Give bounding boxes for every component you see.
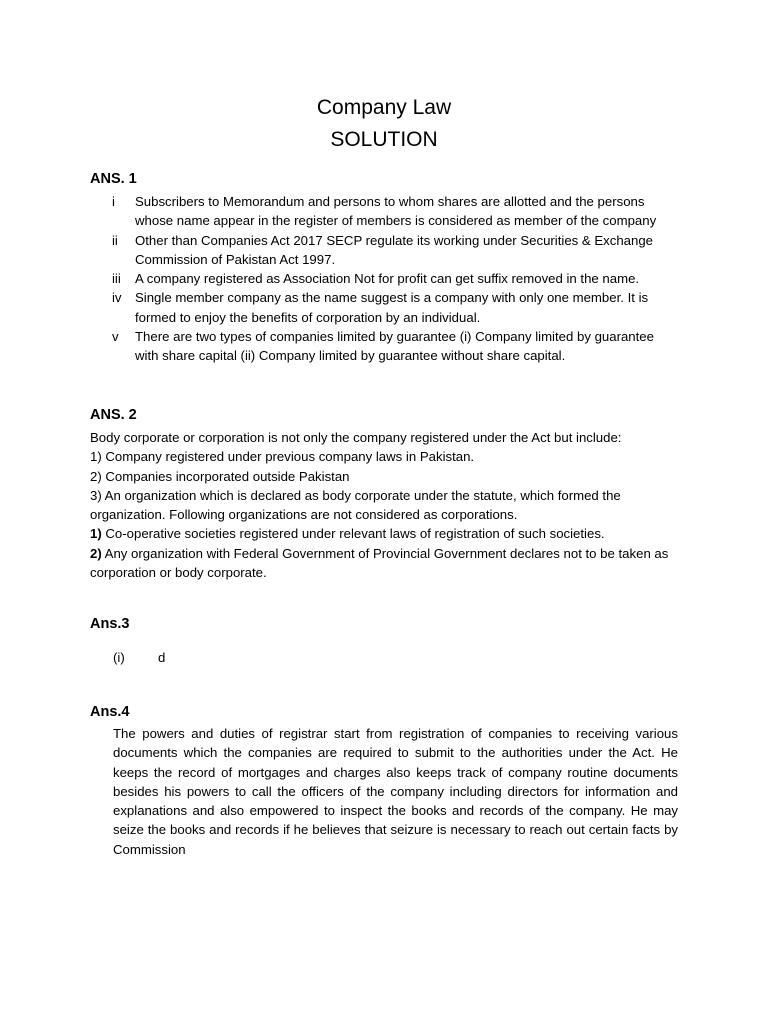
list-item-text: Subscribers to Memorandum and persons to whom shares are allotted and the persons whose name appear in the register of members is considered as member of the company (135, 194, 657, 229)
ans3-item-answer: d (158, 650, 166, 665)
doc-title: Company Law (316, 96, 452, 119)
ans4-heading: Ans.4 (90, 704, 130, 720)
list-item (90, 192, 680, 231)
ans3-heading: Ans.3 (90, 616, 130, 632)
list-item-number: iii (112, 271, 121, 287)
ans2-intro: Body corporate or corporation is not only the company registered under the Act but include: (90, 430, 622, 445)
list-item (90, 231, 680, 270)
list-item-number: v (112, 329, 119, 345)
ans2-exclusion-1-text: Co-operative societies registered under relevant laws of registration of such societies. (101, 526, 605, 542)
ans2-body (90, 428, 680, 582)
ans2-exclusion-2 (90, 544, 680, 583)
ans4-paragraph: The powers and duties of registrar start from registration of companies to receiving various documents which the companies are required to submit to the authorities under the Act. He keeps the record of mortgages and charges also keeps track of company routine documents besides his powers to call the officers of the company including directors for information and explanations and also empowered to inspect the books and records of the company. He may seize the books and records if he believes that seizure is necessary to reach out certain facts by Commission (113, 726, 678, 857)
list-item (90, 327, 680, 366)
list-item-text: There are two types of companies limited by guarantee (i) Company limited by guarantee with share capital (ii) Company limited by guarantee without share capital. (135, 329, 654, 364)
doc-subtitle: SOLUTION (330, 128, 438, 151)
list-item-number: iv (112, 290, 122, 306)
ans1-list (90, 192, 680, 366)
ans2-exclusion-1-number: 1) (90, 526, 102, 542)
list-item-number: i (112, 194, 115, 209)
list-item-number: ii (112, 232, 118, 248)
ans3-item-number: (i) (113, 650, 125, 665)
ans2-heading: ANS. 2 (90, 407, 137, 423)
ans2-line-3: 3) An organization which is declared as body corporate under the statute, which formed the organization. Following organizations are not considered as corporations. (90, 487, 621, 523)
list-item-text: Other than Companies Act 2017 SECP regulate its working under Securities & Exchange Commission of Pakistan Act 1997. (135, 232, 654, 267)
ans2-exclusion-1 (90, 524, 680, 543)
ans1-heading: ANS. 1 (90, 171, 137, 187)
list-item-text: A company registered as Association Not for profit can get suffix removed in the name. (135, 271, 640, 287)
ans2-exclusion-2-number: 2) (90, 545, 102, 561)
list-item (90, 269, 680, 288)
ans3-item (113, 650, 165, 665)
ans2-line-1: 1) Company registered under previous company laws in Pakistan. (90, 449, 475, 465)
list-item-text: Single member company as the name suggest is a company with only one member. It is formed to enjoy the benefits of corporation by an individual. (135, 290, 649, 325)
ans2-line-2: 2) Companies incorporated outside Pakistan (90, 468, 350, 484)
list-item (90, 288, 680, 327)
ans2-exclusion-2-text: Any organization with Federal Government of Provincial Government declares not to be taken as corporation or body corporate. (90, 545, 669, 581)
